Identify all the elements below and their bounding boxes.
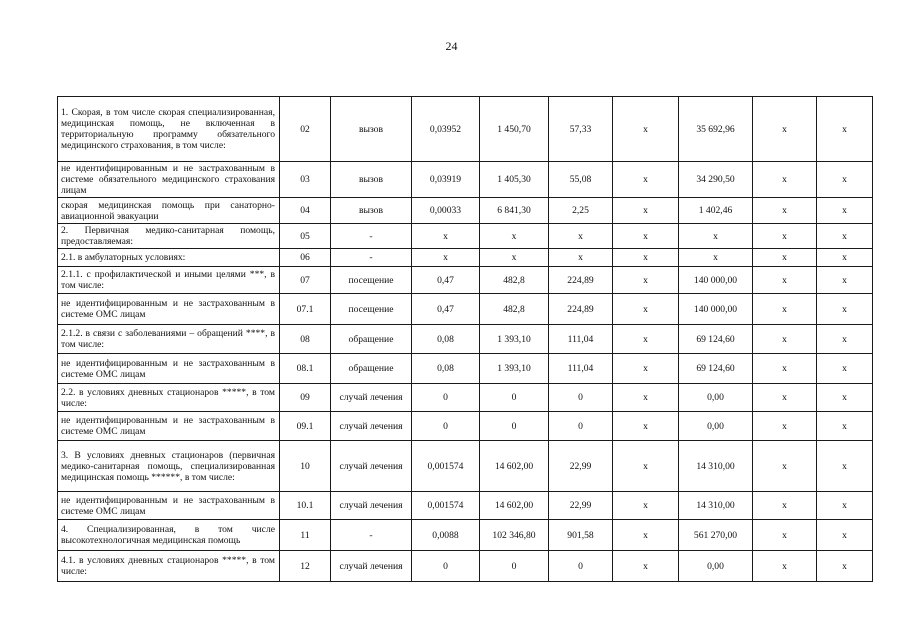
per-capita-cell: 22,99 (549, 441, 613, 492)
row-code-cell: 03 (280, 162, 331, 198)
cost-per-unit-cell: 1 450,70 (480, 97, 549, 162)
row-name-cell: 2. Первичная медико-санитарная помощь, предоставляемая: (58, 224, 280, 249)
per-capita-oms-cell: х (613, 492, 679, 520)
per-capita-oms-cell: х (613, 162, 679, 198)
total-oms-cell: х (753, 162, 817, 198)
table-row (58, 325, 873, 354)
unit-cell: посещение (331, 267, 412, 294)
volume-cell: 0,47 (412, 294, 480, 325)
total-oms-cell: х (753, 267, 817, 294)
total-oms-cell: х (753, 441, 817, 492)
cost-per-unit-cell: 14 602,00 (480, 441, 549, 492)
cost-per-unit-cell: 1 393,10 (480, 325, 549, 354)
volume-cell: 0 (412, 384, 480, 412)
row-name-cell: не идентифицированным и не застрахованным в системе ОМС лицам (58, 354, 280, 384)
per-capita-oms-cell: х (613, 267, 679, 294)
per-capita-oms-cell: х (613, 551, 679, 582)
per-capita-oms-cell: х (613, 249, 679, 267)
volume-cell: 0,0088 (412, 520, 480, 551)
financing-table (57, 96, 873, 582)
per-capita-oms-cell: х (613, 325, 679, 354)
unit-cell: случай лечения (331, 551, 412, 582)
row-code-cell: 06 (280, 249, 331, 267)
per-capita-oms-cell: х (613, 224, 679, 249)
table-row (58, 520, 873, 551)
per-capita-oms-cell: х (613, 412, 679, 441)
unit-cell: обращение (331, 354, 412, 384)
percent-cell: х (817, 224, 873, 249)
row-code-cell: 08 (280, 325, 331, 354)
total-oms-cell: х (753, 325, 817, 354)
per-capita-oms-cell: х (613, 354, 679, 384)
table-row (58, 224, 873, 249)
table-row (58, 198, 873, 224)
per-capita-oms-cell: х (613, 520, 679, 551)
row-code-cell: 08.1 (280, 354, 331, 384)
table-row (58, 412, 873, 441)
total-oms-cell: х (753, 412, 817, 441)
percent-cell: х (817, 354, 873, 384)
row-name-cell: 2.1. в амбулаторных условиях: (58, 249, 280, 267)
row-name-cell: не идентифицированным и не застрахованным в системе ОМС лицам (58, 294, 280, 325)
unit-cell: случай лечения (331, 412, 412, 441)
unit-cell: случай лечения (331, 384, 412, 412)
unit-cell: вызов (331, 162, 412, 198)
table-row (58, 97, 873, 162)
percent-cell: х (817, 97, 873, 162)
percent-cell: х (817, 412, 873, 441)
row-name-cell: скорая медицинская помощь при санаторно-авиационной эвакуации (58, 198, 280, 224)
per-capita-cell: 55,08 (549, 162, 613, 198)
per-capita-oms-cell: х (613, 198, 679, 224)
per-capita-cell: 2,25 (549, 198, 613, 224)
row-code-cell: 09.1 (280, 412, 331, 441)
total-cell: 0,00 (679, 412, 753, 441)
per-capita-cell: 0 (549, 412, 613, 441)
row-name-cell: 3. В условиях дневных стационаров (первичная медико-санитарная помощь, специализированная медицинская помощь ******, в том числе: (58, 441, 280, 492)
cost-per-unit-cell: 482,8 (480, 294, 549, 325)
page-number: 24 (445, 39, 458, 53)
row-code-cell: 09 (280, 384, 331, 412)
cost-per-unit-cell: 1 405,30 (480, 162, 549, 198)
per-capita-cell: 57,33 (549, 97, 613, 162)
percent-cell: х (817, 441, 873, 492)
cost-per-unit-cell: 0 (480, 384, 549, 412)
total-cell: 35 692,96 (679, 97, 753, 162)
cost-per-unit-cell: 102 346,80 (480, 520, 549, 551)
row-name-cell: не идентифицированным и не застрахованным в системе обязательного медицинского страхования лицам (58, 162, 280, 198)
row-code-cell: 10.1 (280, 492, 331, 520)
cost-per-unit-cell: 0 (480, 551, 549, 582)
row-name-cell: 4. Специализированная, в том числе высокотехнологичная медицинская помощь (58, 520, 280, 551)
row-name-cell: 2.1.2. в связи с заболеваниями – обращений ****, в том числе: (58, 325, 280, 354)
total-cell: 140 000,00 (679, 267, 753, 294)
cost-per-unit-cell: х (480, 249, 549, 267)
per-capita-cell: 224,89 (549, 294, 613, 325)
per-capita-cell: х (549, 224, 613, 249)
total-cell: 0,00 (679, 384, 753, 412)
row-code-cell: 10 (280, 441, 331, 492)
total-cell: х (679, 249, 753, 267)
percent-cell: х (817, 267, 873, 294)
volume-cell: х (412, 249, 480, 267)
per-capita-cell: х (549, 249, 613, 267)
table-row (58, 384, 873, 412)
volume-cell: 0,001574 (412, 492, 480, 520)
volume-cell: 0 (412, 551, 480, 582)
unit-cell: случай лечения (331, 492, 412, 520)
unit-cell: вызов (331, 198, 412, 224)
total-cell: 14 310,00 (679, 492, 753, 520)
cost-per-unit-cell: х (480, 224, 549, 249)
volume-cell: 0,08 (412, 354, 480, 384)
per-capita-cell: 0 (549, 384, 613, 412)
percent-cell: х (817, 294, 873, 325)
cost-per-unit-cell: 1 393,10 (480, 354, 549, 384)
total-oms-cell: х (753, 551, 817, 582)
volume-cell: 0 (412, 412, 480, 441)
unit-cell: - (331, 520, 412, 551)
per-capita-cell: 111,04 (549, 325, 613, 354)
table-row (58, 551, 873, 582)
row-code-cell: 02 (280, 97, 331, 162)
per-capita-cell: 901,58 (549, 520, 613, 551)
total-oms-cell: х (753, 224, 817, 249)
per-capita-oms-cell: х (613, 97, 679, 162)
unit-cell: вызов (331, 97, 412, 162)
per-capita-cell: 111,04 (549, 354, 613, 384)
row-code-cell: 11 (280, 520, 331, 551)
total-cell: 561 270,00 (679, 520, 753, 551)
percent-cell: х (817, 249, 873, 267)
total-oms-cell: х (753, 249, 817, 267)
total-oms-cell: х (753, 520, 817, 551)
table-row (58, 354, 873, 384)
table-row (58, 492, 873, 520)
percent-cell: х (817, 162, 873, 198)
per-capita-oms-cell: х (613, 294, 679, 325)
total-cell: х (679, 224, 753, 249)
per-capita-cell: 0 (549, 551, 613, 582)
row-code-cell: 07 (280, 267, 331, 294)
per-capita-cell: 224,89 (549, 267, 613, 294)
unit-cell: - (331, 224, 412, 249)
row-name-cell: 2.2. в условиях дневных стационаров *****, в том числе: (58, 384, 280, 412)
table-row (58, 294, 873, 325)
total-cell: 69 124,60 (679, 325, 753, 354)
cost-per-unit-cell: 14 602,00 (480, 492, 549, 520)
row-name-cell: 4.1. в условиях дневных стационаров *****, в том числе: (58, 551, 280, 582)
per-capita-oms-cell: х (613, 384, 679, 412)
total-cell: 69 124,60 (679, 354, 753, 384)
total-oms-cell: х (753, 198, 817, 224)
row-name-cell: не идентифицированным и не застрахованным в системе ОМС лицам (58, 492, 280, 520)
percent-cell: х (817, 551, 873, 582)
table-row (58, 249, 873, 267)
per-capita-cell: 22,99 (549, 492, 613, 520)
row-name-cell: 2.1.1. с профилактической и иными целями ***, в том числе: (58, 267, 280, 294)
unit-cell: обращение (331, 325, 412, 354)
total-oms-cell: х (753, 294, 817, 325)
volume-cell: 0,08 (412, 325, 480, 354)
row-code-cell: 04 (280, 198, 331, 224)
table-row (58, 267, 873, 294)
total-cell: 34 290,50 (679, 162, 753, 198)
total-cell: 14 310,00 (679, 441, 753, 492)
volume-cell: 0,00033 (412, 198, 480, 224)
percent-cell: х (817, 384, 873, 412)
table-row (58, 162, 873, 198)
percent-cell: х (817, 520, 873, 551)
total-cell: 140 000,00 (679, 294, 753, 325)
percent-cell: х (817, 325, 873, 354)
row-code-cell: 05 (280, 224, 331, 249)
percent-cell: х (817, 492, 873, 520)
cost-per-unit-cell: 6 841,30 (480, 198, 549, 224)
unit-cell: случай лечения (331, 441, 412, 492)
volume-cell: х (412, 224, 480, 249)
total-cell: 0,00 (679, 551, 753, 582)
unit-cell: посещение (331, 294, 412, 325)
row-name-cell: не идентифицированным и не застрахованным в системе ОМС лицам (58, 412, 280, 441)
total-oms-cell: х (753, 384, 817, 412)
unit-cell: - (331, 249, 412, 267)
row-code-cell: 07.1 (280, 294, 331, 325)
percent-cell: х (817, 198, 873, 224)
volume-cell: 0,03919 (412, 162, 480, 198)
total-oms-cell: х (753, 354, 817, 384)
table-row (58, 441, 873, 492)
volume-cell: 0,03952 (412, 97, 480, 162)
volume-cell: 0,47 (412, 267, 480, 294)
per-capita-oms-cell: х (613, 441, 679, 492)
total-oms-cell: х (753, 97, 817, 162)
cost-per-unit-cell: 0 (480, 412, 549, 441)
row-name-cell: 1. Скорая, в том числе скорая специализированная, медицинская помощь, не включенная в территориальную программу обязательного медицинского страхования, в том числе: (58, 97, 280, 162)
volume-cell: 0,001574 (412, 441, 480, 492)
row-code-cell: 12 (280, 551, 331, 582)
total-cell: 1 402,46 (679, 198, 753, 224)
total-oms-cell: х (753, 492, 817, 520)
cost-per-unit-cell: 482,8 (480, 267, 549, 294)
